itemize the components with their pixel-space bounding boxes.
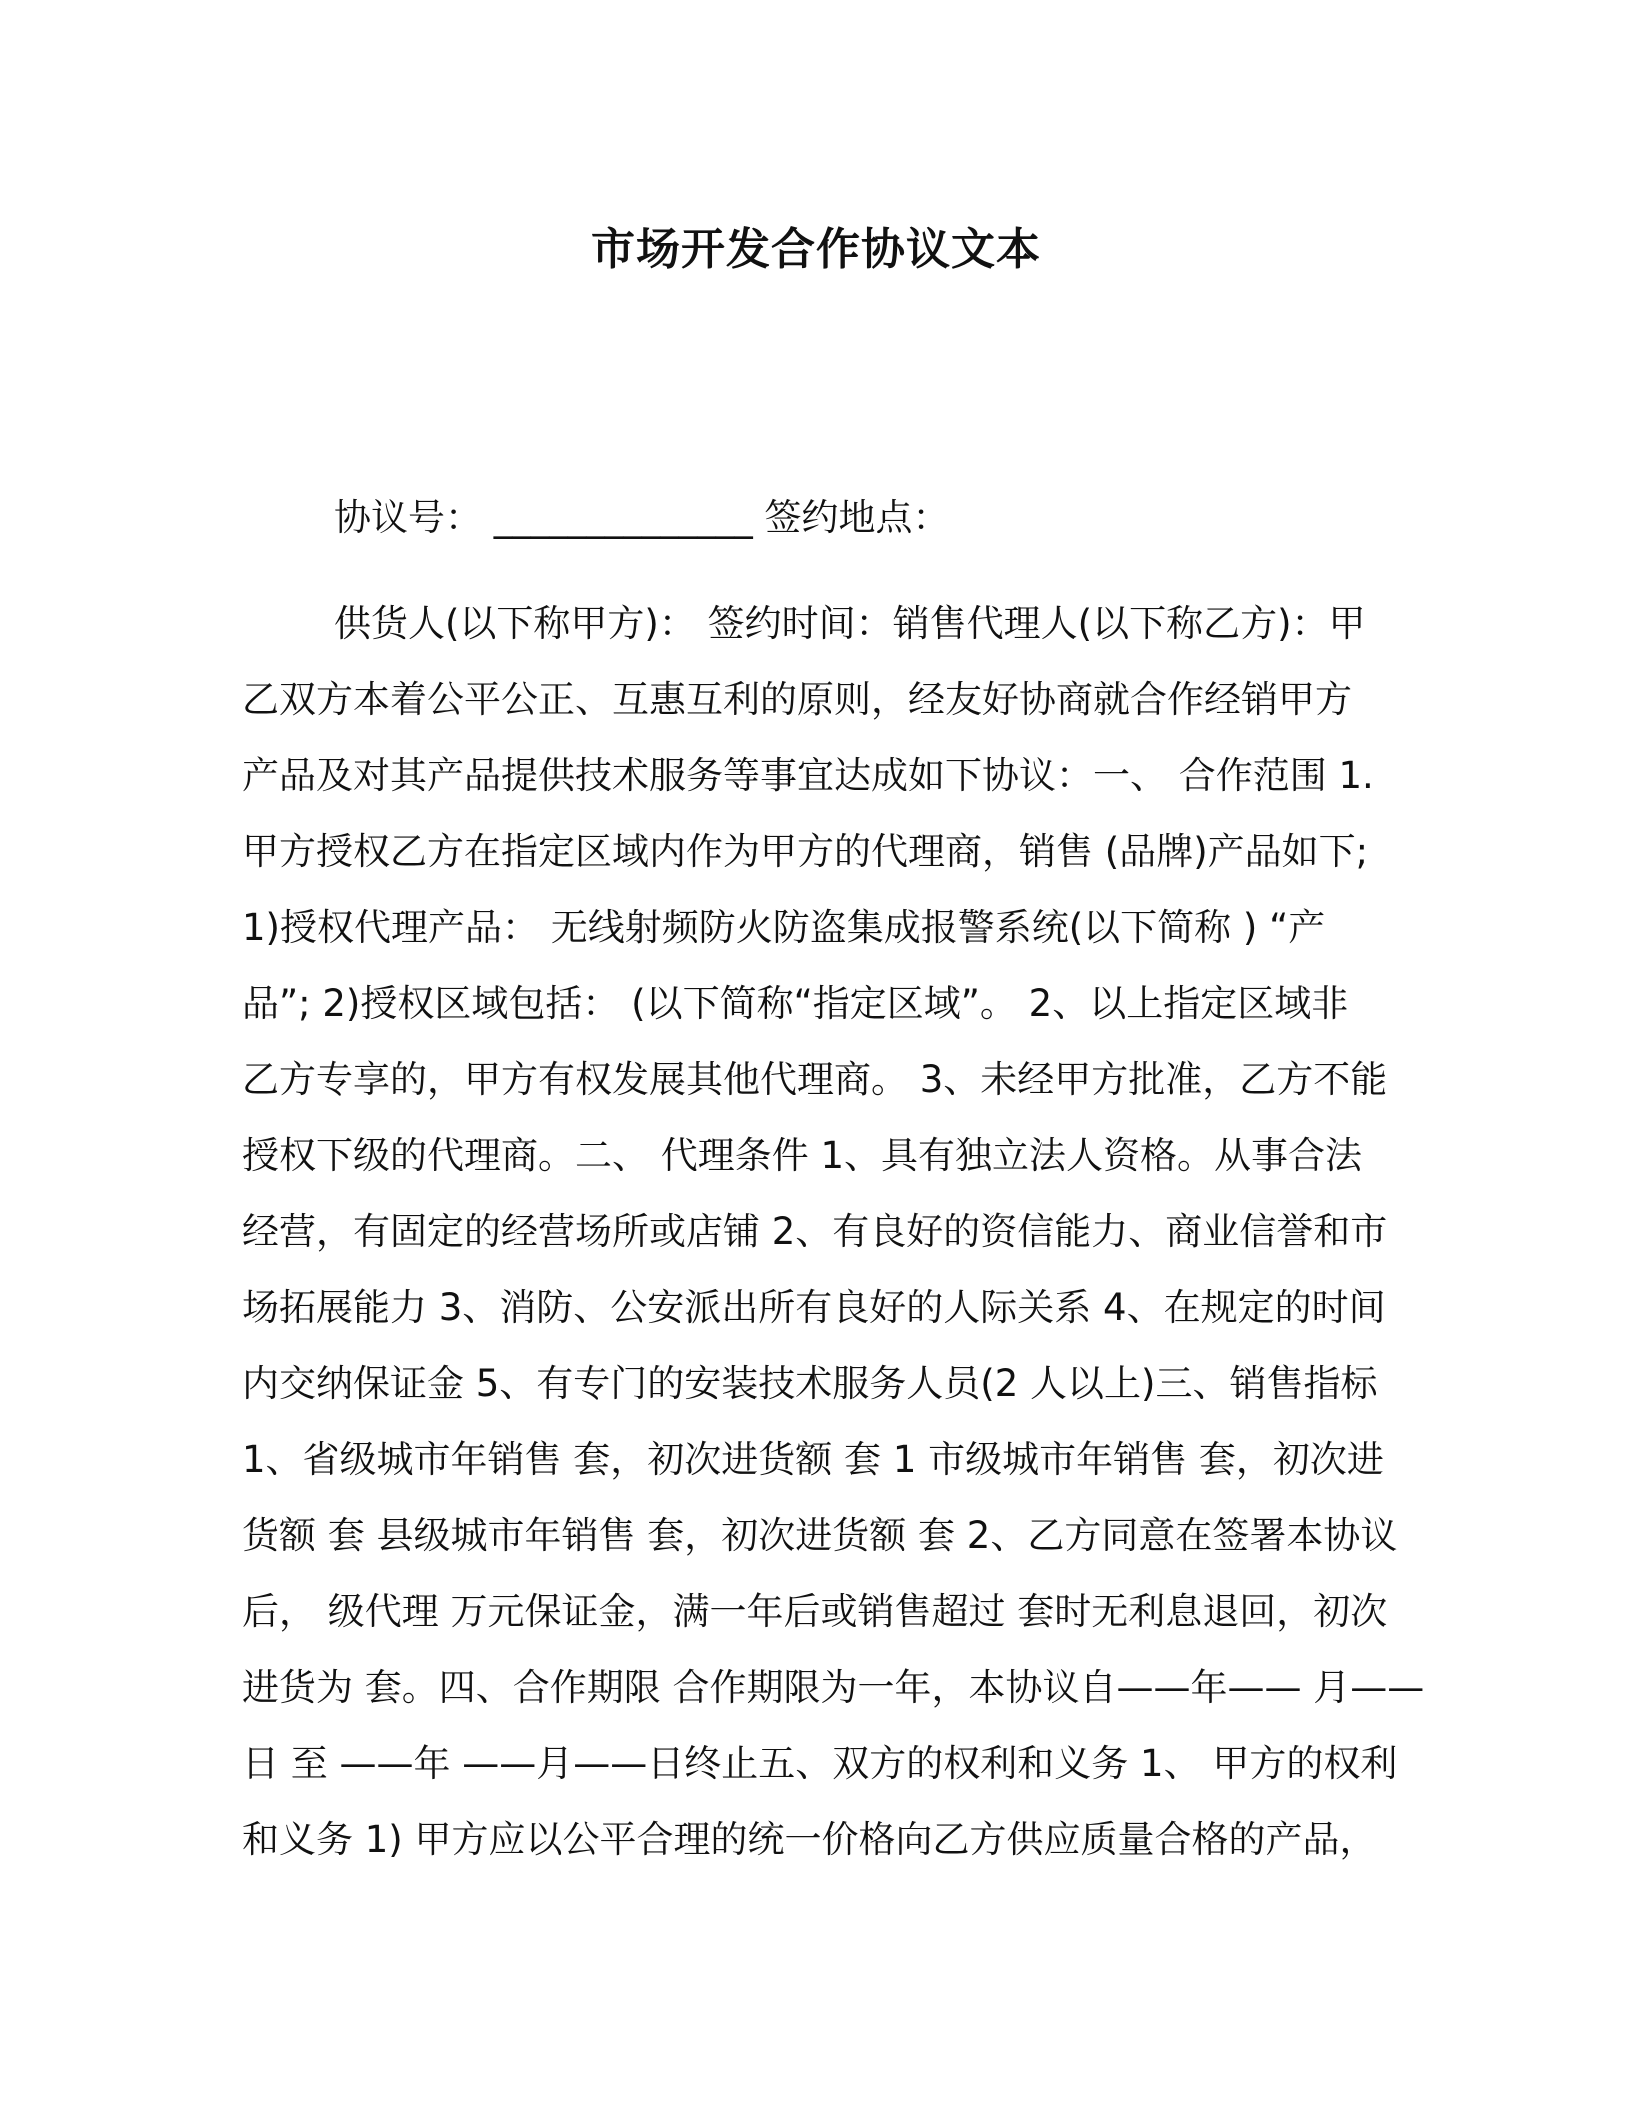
body-line: 日 至 ——年 ——月——日终止五、双方的权利和义务 1、 甲方的权利 [242,1742,1398,1785]
body-line: 货额 套 县级城市年销售 套，初次进货额 套 2、乙方同意在签署本协议 [242,1514,1398,1557]
body-line: 1、省级城市年销售 套，初次进货额 套 1 市级城市年销售 套，初次进 [242,1438,1384,1481]
agreement-number-line: 协议号： ______________ 签约地点： [334,496,950,539]
body-line: 内交纳保证金 5、有专门的安装技术服务人员(2 人以上)三、销售指标 [242,1362,1378,1405]
body-line: 场拓展能力 3、消防、公安派出所有良好的人际关系 4、在规定的时间 [242,1286,1386,1329]
body-line: 乙双方本着公平公正、互惠互利的原则，经友好协商就合作经销甲方 [242,678,1352,721]
body-line: 进货为 套。四、合作期限 合作期限为一年，本协议自——年—— 月—— [242,1666,1425,1709]
body-line: 产品及对其产品提供技术服务等事宜达成如下协议：一、 合作范围 1. [242,754,1374,797]
body-line: 甲方授权乙方在指定区域内作为甲方的代理商，销售 (品牌)产品如下; [242,830,1369,873]
body-line: 品”; 2)授权区域包括： (以下简称“指定区域”。 2、以上指定区域非 [242,982,1349,1025]
body-line: 1)授权代理产品： 无线射频防火防盗集成报警系统(以下简称 ) “产 [242,906,1326,949]
body-line: 乙方专享的，甲方有权发展其他代理商。 3、未经甲方批准，乙方不能 [242,1058,1388,1101]
body-line: 供货人(以下称甲方)： 签约时间：销售代理人(以下称乙方)：甲 [334,602,1366,645]
body-line: 后， 级代理 万元保证金，满一年后或销售超过 套时无利息退回，初次 [242,1590,1388,1633]
body-line: 和义务 1) 甲方应以公平合理的统一价格向乙方供应质量合格的产品， [242,1818,1377,1861]
body-line: 经营，有固定的经营场所或店铺 2、有良好的资信能力、商业信誉和市 [242,1210,1388,1253]
body-line: 授权下级的代理商。二、 代理条件 1、具有独立法人资格。从事合法 [242,1134,1363,1177]
document-title: 市场开发合作协议文本 [591,224,1041,275]
